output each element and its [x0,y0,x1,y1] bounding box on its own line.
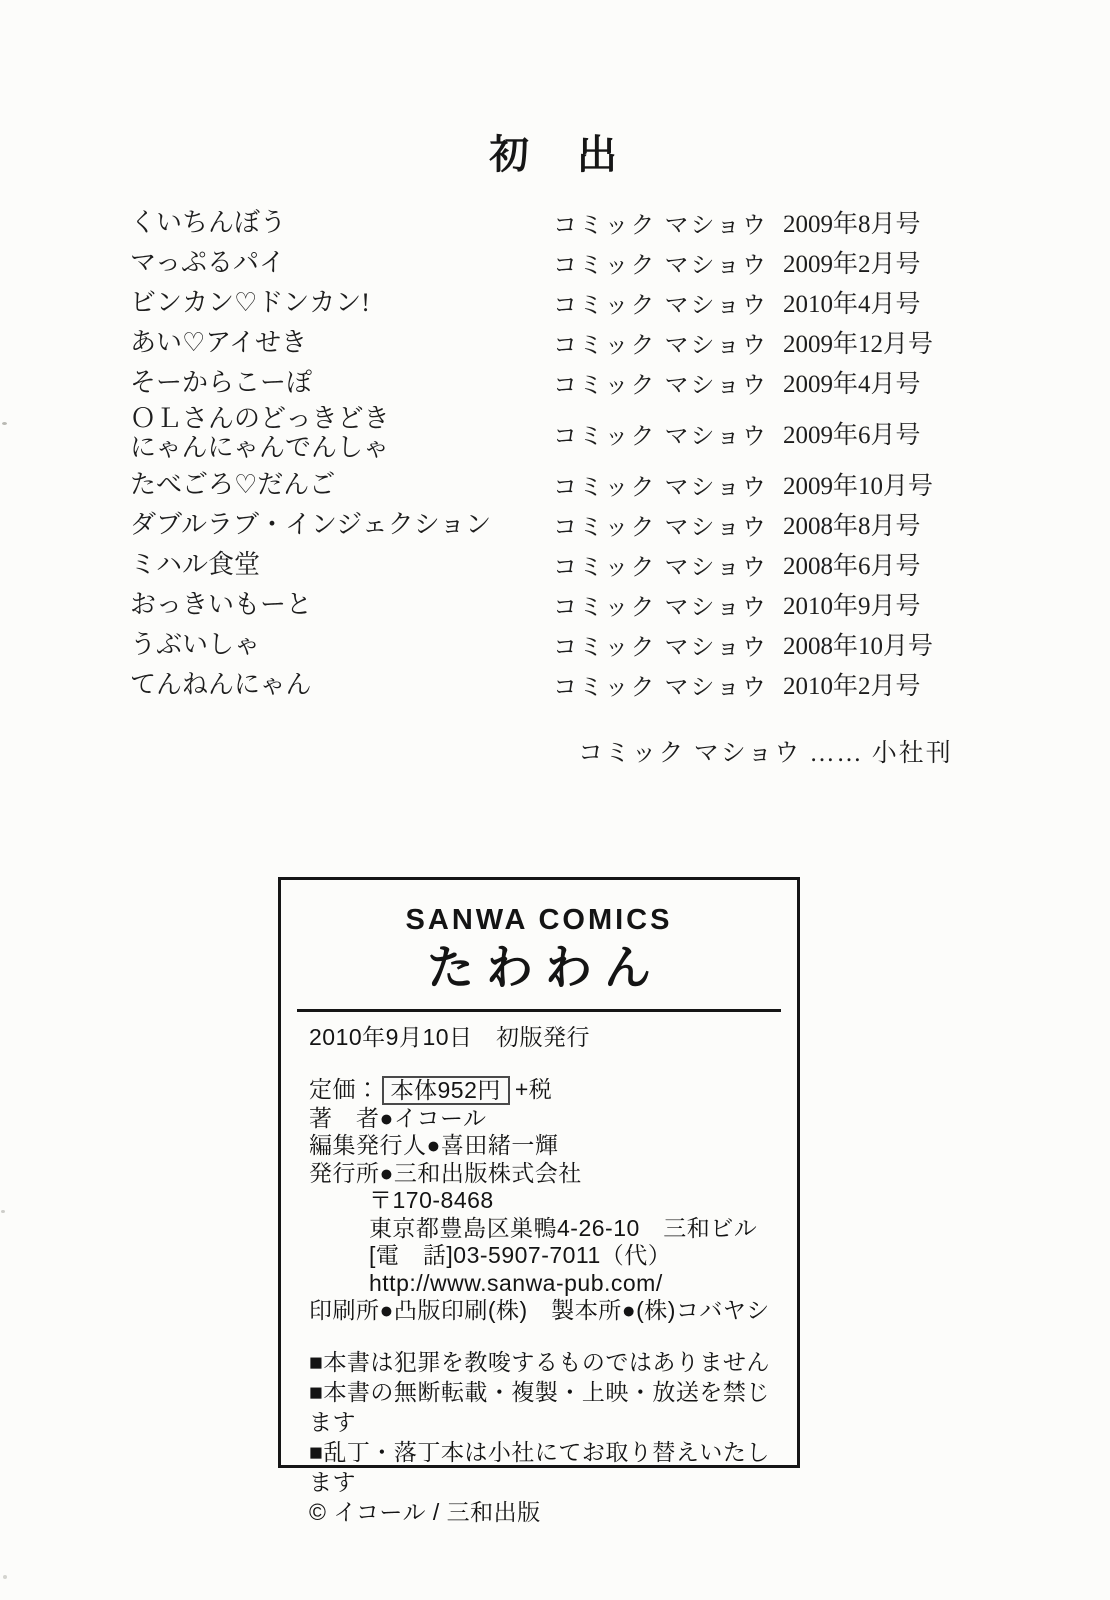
entry-issue: 2008年6月号 [783,553,921,580]
editor-line: 編集発行人●喜田緒一輝 [309,1132,559,1158]
entry-title: ビンカン♡ドンカン! [130,287,370,317]
author-line: 著 者●イコール [309,1104,487,1131]
entry-issue: 2009年4月号 [783,371,921,398]
imprint-label: SANWA COMICS [405,904,673,936]
entry-title-cell [130,368,553,397]
entry-magazine: コミック マショウ [553,332,769,359]
entry-issue: 2009年2月号 [783,251,921,278]
entry-issue: 2010年4月号 [783,291,921,318]
entry-title: くいちんぼう [130,207,287,237]
list-item [130,402,1000,464]
notice-line: ■本書の無断転載・複製・上映・放送を禁じます [309,1378,770,1435]
price-label: 定価： [309,1076,380,1103]
entry-title: あい♡アイせき [130,327,307,357]
entry-title-cell [130,470,553,499]
address-line: 東京都豊島区巣鴨4-26-10 三和ビル [369,1214,758,1241]
entry-title: おっきいもーと [130,589,313,619]
entry-magazine: コミック マショウ [553,554,769,581]
notice-line: ■本書は犯罪を教唆するものではありません [309,1348,770,1375]
entry-issue: 2009年12月号 [783,331,934,358]
entry-magazine: コミック マショウ [553,372,769,399]
entry-title: マっぷるパイ [130,247,285,277]
list-item [130,242,1000,282]
entry-issue: 2010年2月号 [783,673,921,700]
entry-title-line2: にゃんにゃんでんしゃ [130,433,389,462]
entry-title-cell [130,510,553,539]
colophon-body [309,1024,787,1526]
colophon-box [278,877,800,1525]
phone-line: [電 話]03-5907-7011（代） [369,1242,672,1268]
scan-speck [2,422,7,425]
entry-magazine: コミック マショウ [553,212,769,239]
entry-magazine: コミック マショウ [553,594,769,621]
entry-magazine: コミック マショウ [553,674,769,701]
list-item [130,362,1000,402]
price-line [309,1076,787,1105]
entry-title-cell [130,288,553,317]
entry-title: うぶいしゃ [130,629,261,659]
publication-list [130,202,1000,704]
page-title: 初 出 [489,131,621,177]
copyright-line: © イコール / 三和出版 [309,1498,541,1525]
entry-issue: 2008年8月号 [783,513,921,540]
entry-title: ミハル食堂 [130,549,261,579]
scan-speck [3,1575,7,1579]
entry-magazine: コミック マショウ [553,634,769,661]
entry-title: そーからこーぽ [130,367,313,397]
scan-speck [1,1210,5,1213]
entry-title: てんねんにゃん [130,669,312,699]
divider [297,1009,781,1012]
entry-issue: 2009年10月号 [783,473,934,500]
entry-title-cell [130,248,553,277]
entry-issue: 2009年8月号 [783,211,921,238]
entry-title-cell [130,590,553,619]
entry-title-cell [130,670,553,699]
postal-line: 〒170-8468 [369,1187,494,1213]
entry-magazine: コミック マショウ [553,474,769,501]
list-item [130,202,1000,242]
url-line: http://www.sanwa-pub.com/ [369,1269,663,1296]
book-title: たわわん [427,943,663,995]
list-item [130,322,1000,362]
entry-title: ダブルラブ・インジェクション [130,509,492,539]
entry-title: ＯＬさんのどっきどき [130,404,390,433]
entry-title-cell [130,404,553,462]
price-suffix: +税 [514,1076,553,1103]
list-item [130,584,1000,624]
list-item [130,624,1000,664]
entry-magazine: コミック マショウ [553,292,769,319]
publication-footnote: コミック マショウ …… 小社刊 [578,740,953,767]
entry-magazine: コミック マショウ [553,252,769,279]
list-item [130,544,1000,584]
list-item [130,464,1000,504]
entry-magazine: コミック マショウ [553,423,769,450]
price-box: 本体952円 [382,1076,510,1105]
entry-issue: 2010年9月号 [783,593,921,620]
entry-title-cell [130,328,553,357]
edition-line: 2010年9月10日 初版発行 [309,1024,591,1050]
list-item [130,664,1000,704]
notice-line: ■乱丁・落丁本は小社にてお取り替えいたします [309,1438,770,1495]
entry-issue: 2008年10月号 [783,633,934,660]
list-item [130,504,1000,544]
entry-title-cell [130,208,553,237]
entry-title: たべごろ♡だんご [130,469,336,499]
publisher-line: 発行所●三和出版株式会社 [309,1159,582,1186]
notices [309,1347,787,1497]
entry-title-cell [130,550,553,579]
list-item [130,282,1000,322]
printer-line: 印刷所●凸版印刷(株) 製本所●(株)コバヤシ [309,1297,770,1323]
entry-magazine: コミック マショウ [553,514,769,541]
entry-issue: 2009年6月号 [783,422,921,449]
entry-title-cell [130,630,553,659]
